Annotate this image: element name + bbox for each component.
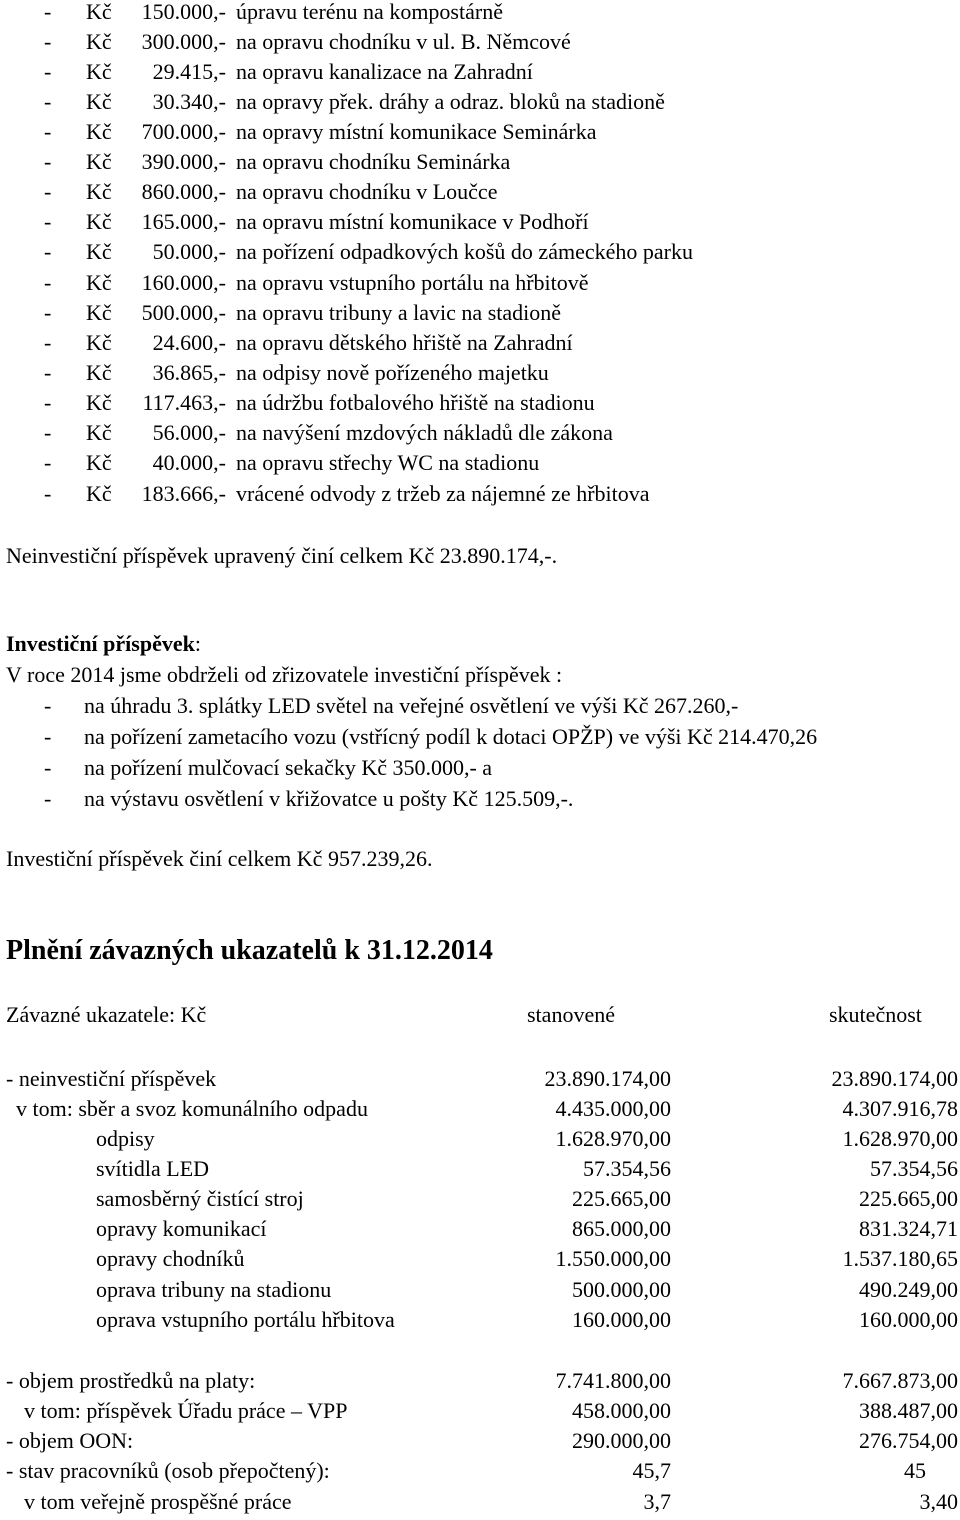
planned-value: 3,7	[643, 1489, 671, 1514]
actual-value: 1.628.970,00	[842, 1126, 958, 1151]
planned-value: 290.000,00	[572, 1428, 671, 1453]
table-row	[0, 1246, 960, 1272]
amount: 117.463,-	[142, 390, 226, 415]
planned-value: 458.000,00	[572, 1398, 671, 1423]
description: na opravy přek. dráhy a odraz. bloků na stadioně	[236, 89, 665, 114]
planned-value: 160.000,00	[572, 1307, 671, 1332]
bullet-dash: -	[44, 724, 52, 749]
invest-heading-line	[6, 631, 201, 657]
actual-value: 4.307.916,78	[842, 1096, 958, 1121]
actual-value: 57.354,56	[870, 1156, 958, 1181]
currency: Kč	[86, 89, 112, 114]
section-title: Plnění závazných ukazatelů k 31.12.2014	[6, 935, 493, 966]
amount: 500.000,-	[141, 300, 226, 325]
row-label: v tom veřejně prospěšné práce	[24, 1489, 292, 1514]
noninvest-total: Neinvestiční příspěvek upravený činí celkem Kč 23.890.174,-.	[6, 543, 558, 568]
planned-value: 23.890.174,00	[544, 1066, 671, 1091]
bullet-dash: -	[44, 59, 52, 84]
planned-value: 45,7	[632, 1458, 671, 1483]
description: na opravu střechy WC na stadionu	[236, 450, 540, 475]
description: vrácené odvody z tržeb za nájemné ze hřbitova	[236, 481, 650, 506]
amount: 165.000,-	[141, 209, 226, 234]
bullet-dash: -	[44, 119, 52, 144]
bullet-dash: -	[44, 450, 52, 475]
table-row	[0, 1126, 960, 1152]
description: na opravy místní komunikace Seminárka	[236, 119, 597, 144]
row-label: v tom: příspěvek Úřadu práce – VPP	[24, 1398, 348, 1423]
table-row	[0, 1186, 960, 1212]
bullet-dash: -	[44, 89, 52, 114]
table-row	[0, 1368, 960, 1394]
planned-value: 225.665,00	[572, 1186, 671, 1211]
bullet-dash: -	[44, 179, 52, 204]
currency: Kč	[86, 270, 112, 295]
row-label: - objem prostředků na platy:	[6, 1368, 256, 1393]
actual-value: 276.754,00	[859, 1428, 958, 1453]
description: na opravu chodníku v Loučce	[236, 179, 498, 204]
actual-value: 3,40	[919, 1489, 958, 1514]
description: na údržbu fotbalového hřiště na stadionu	[236, 390, 595, 415]
table-row	[0, 1277, 960, 1303]
row-label: oprava tribuny na stadionu	[96, 1277, 332, 1302]
invest-item-text: na výstavu osvětlení v křižovatce u pošty Kč 125.509,-.	[84, 786, 574, 811]
description: na pořízení odpadkových košů do zámeckého parku	[236, 239, 693, 264]
invest-heading: Investiční příspěvek	[6, 631, 195, 656]
amount: 300.000,-	[141, 29, 226, 54]
amount: 36.865,-	[152, 360, 226, 385]
bullet-dash: -	[44, 209, 52, 234]
row-label: svítidla LED	[96, 1156, 210, 1181]
amount: 860.000,-	[141, 179, 226, 204]
actual-value: 1.537.180,65	[842, 1246, 958, 1271]
header-actual: skutečnost	[829, 1002, 922, 1027]
actual-value: 490.249,00	[859, 1277, 958, 1302]
description: na opravu chodníku v ul. B. Němcové	[236, 29, 571, 54]
bullet-dash: -	[44, 390, 52, 415]
table-row	[0, 1096, 960, 1122]
currency: Kč	[86, 481, 112, 506]
bullet-dash: -	[44, 149, 52, 174]
currency: Kč	[86, 59, 112, 84]
currency: Kč	[86, 390, 112, 415]
row-label: samosběrný čistící stroj	[96, 1186, 304, 1211]
description: na navýšení mzdových nákladů dle zákona	[236, 420, 613, 445]
table-row	[0, 1489, 960, 1515]
actual-value: 45	[904, 1458, 926, 1483]
description: na odpisy nově pořízeného majetku	[236, 360, 549, 385]
table-row	[0, 1066, 960, 1092]
table-row	[0, 1398, 960, 1424]
header-planned: stanovené	[527, 1002, 615, 1027]
amount: 29.415,-	[152, 59, 226, 84]
table-row	[0, 1307, 960, 1333]
currency: Kč	[86, 179, 112, 204]
currency: Kč	[86, 330, 112, 355]
currency: Kč	[86, 360, 112, 385]
planned-value: 4.435.000,00	[555, 1096, 671, 1121]
planned-value: 1.628.970,00	[555, 1126, 671, 1151]
amount: 183.666,-	[141, 481, 226, 506]
bullet-dash: -	[44, 330, 52, 355]
amount: 700.000,-	[141, 119, 226, 144]
invest-item-text: na pořízení mulčovací sekačky Kč 350.000,- a	[84, 755, 493, 780]
description: na opravu místní komunikace v Podhoří	[236, 209, 589, 234]
bullet-dash: -	[44, 481, 52, 506]
actual-value: 388.487,00	[859, 1398, 958, 1423]
description: na opravu kanalizace na Zahradní	[236, 59, 533, 84]
bullet-dash: -	[44, 420, 52, 445]
bullet-dash: -	[44, 786, 52, 811]
bullet-dash: -	[44, 755, 52, 780]
row-label: - neinvestiční příspěvek	[6, 1066, 217, 1091]
currency: Kč	[86, 119, 112, 144]
actual-value: 831.324,71	[859, 1216, 958, 1241]
actual-value: 160.000,00	[859, 1307, 958, 1332]
bullet-dash: -	[44, 0, 52, 24]
description: na opravu dětského hřiště na Zahradní	[236, 330, 573, 355]
row-label: opravy chodníků	[96, 1246, 245, 1271]
planned-value: 7.741.800,00	[555, 1368, 671, 1393]
row-label: oprava vstupního portálu hřbitova	[96, 1307, 395, 1332]
currency: Kč	[86, 450, 112, 475]
currency: Kč	[86, 300, 112, 325]
bullet-dash: -	[44, 693, 52, 718]
row-label: - stav pracovníků (osob přepočtený):	[6, 1458, 330, 1483]
amount: 150.000,-	[141, 0, 226, 24]
amount: 50.000,-	[152, 239, 226, 264]
invest-intro: V roce 2014 jsme obdrželi od zřizovatele investiční příspěvek :	[6, 662, 563, 687]
currency: Kč	[86, 29, 112, 54]
bullet-dash: -	[44, 239, 52, 264]
bullet-dash: -	[44, 300, 52, 325]
row-label: - objem OON:	[6, 1428, 134, 1453]
currency: Kč	[86, 239, 112, 264]
row-label: odpisy	[96, 1126, 155, 1151]
invest-item-text: na úhradu 3. splátky LED světel na veřejné osvětlení ve výši Kč 267.260,-	[84, 693, 739, 718]
table-row	[0, 1428, 960, 1454]
bullet-dash: -	[44, 360, 52, 385]
invest-heading-colon: :	[194, 631, 201, 656]
planned-value: 1.550.000,00	[555, 1246, 671, 1271]
currency: Kč	[86, 0, 112, 24]
amount: 160.000,-	[141, 270, 226, 295]
invest-item-text: na pořízení zametacího vozu (vstřícný podíl k dotaci OPŽP) ve výši Kč 214.470,26	[84, 724, 818, 749]
planned-value: 57.354,56	[583, 1156, 671, 1181]
amount: 24.600,-	[152, 330, 226, 355]
actual-value: 23.890.174,00	[831, 1066, 958, 1091]
description: na opravu vstupního portálu na hřbitově	[236, 270, 589, 295]
invest-total: Investiční příspěvek činí celkem Kč 957.239,26.	[6, 846, 433, 871]
description: úpravu terénu na kompostárně	[236, 0, 503, 24]
description: na opravu tribuny a lavic na stadioně	[236, 300, 562, 325]
amount: 30.340,-	[152, 89, 226, 114]
row-label: opravy komunikací	[96, 1216, 267, 1241]
planned-value: 865.000,00	[572, 1216, 671, 1241]
bullet-dash: -	[44, 270, 52, 295]
bullet-dash: -	[44, 29, 52, 54]
table-row	[0, 1156, 960, 1182]
table-header	[0, 1002, 960, 1028]
actual-value: 7.667.873,00	[842, 1368, 958, 1393]
amount: 56.000,-	[152, 420, 226, 445]
table-row	[0, 1458, 960, 1484]
actual-value: 225.665,00	[859, 1186, 958, 1211]
description: na opravu chodníku Seminárka	[236, 149, 511, 174]
currency: Kč	[86, 420, 112, 445]
currency: Kč	[86, 209, 112, 234]
amount: 390.000,-	[141, 149, 226, 174]
header-label: Závazné ukazatele: Kč	[6, 1002, 207, 1027]
amount: 40.000,-	[152, 450, 226, 475]
row-label: v tom: sběr a svoz komunálního odpadu	[16, 1096, 368, 1121]
planned-value: 500.000,00	[572, 1277, 671, 1302]
currency: Kč	[86, 149, 112, 174]
table-row	[0, 1216, 960, 1242]
